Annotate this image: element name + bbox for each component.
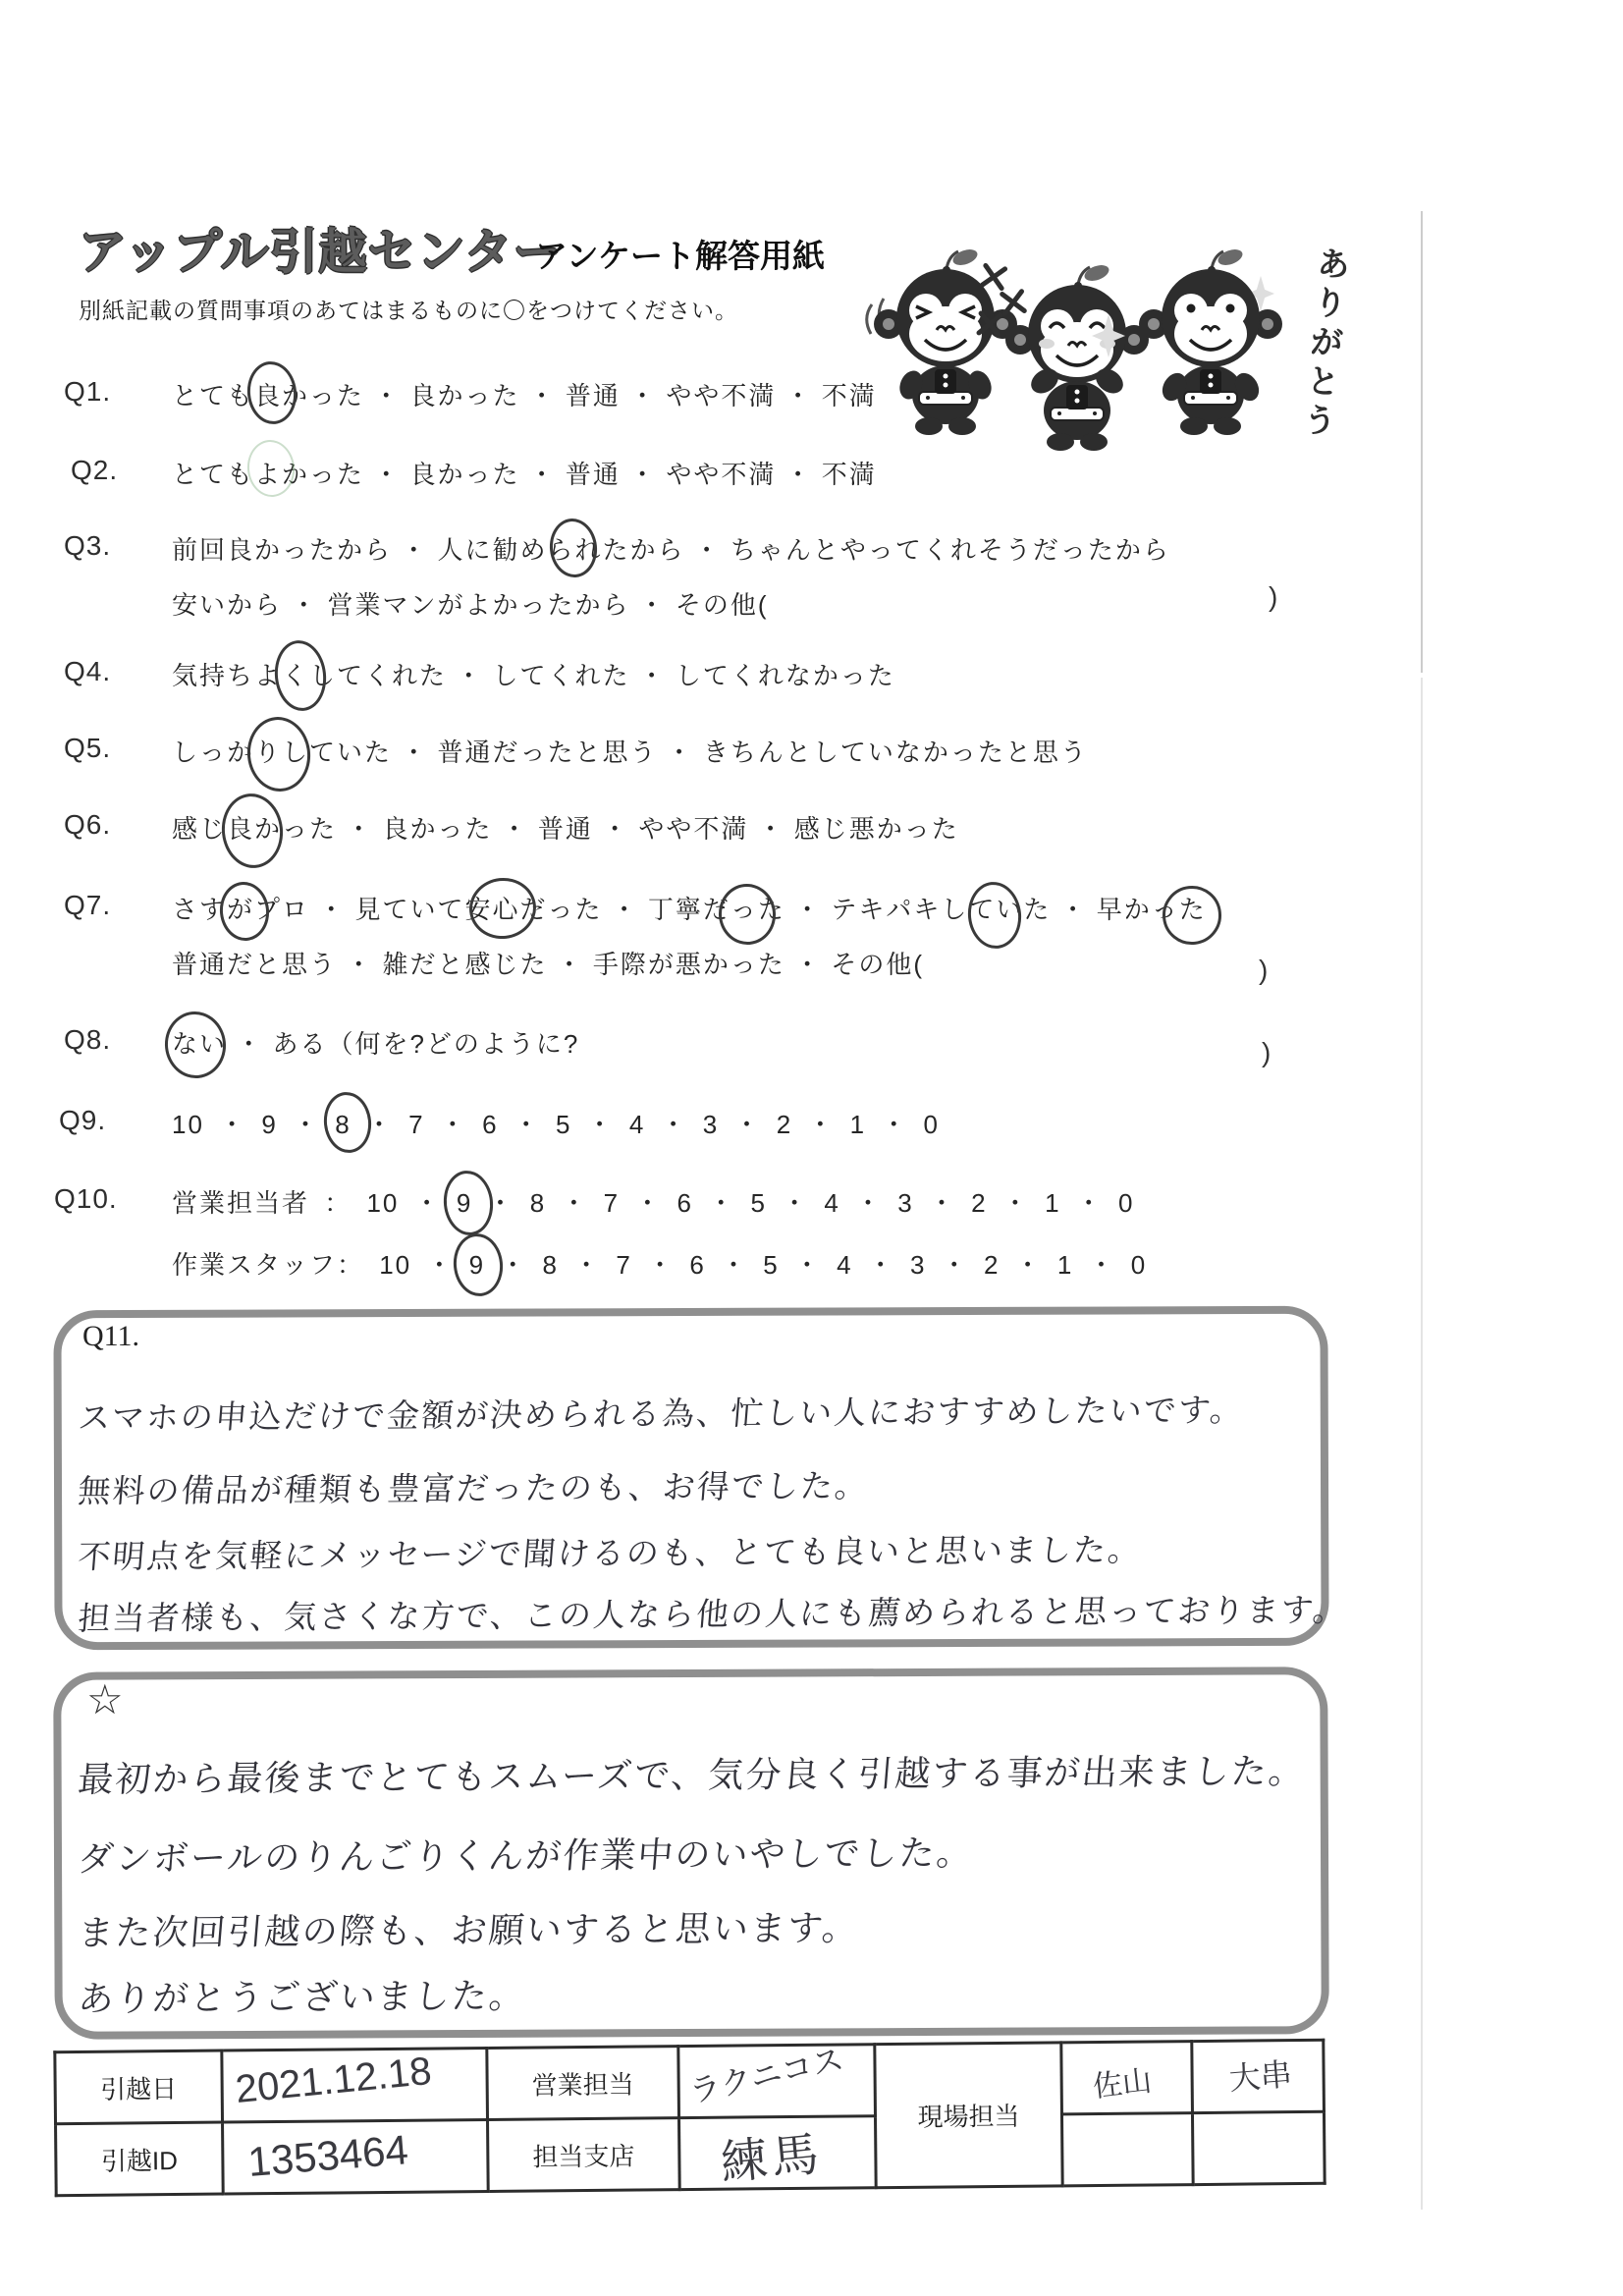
q6-options: 感じ良かった ・ 良かった ・ 普通 ・ やや不満 ・ 感じ悪かった — [172, 814, 959, 844]
branch-value: 練馬 — [718, 2128, 826, 2191]
q3-options-line1: 前回良かったから ・ 人に勧められたから ・ ちゃんとやってくれそうだったから — [172, 535, 1170, 565]
q11-handwritten-line: 担当者様も、気さくな方で、この人なら他の人にも薦められると思っております。 — [76, 1591, 1349, 1637]
star-mark: ☆ — [86, 1676, 124, 1722]
q9-scale: 10 ・ 9 ・ 8 ・ 7 ・ 6 ・ 5 ・ 4 ・ 3 ・ 2 ・ 1 ・ 0 — [172, 1110, 940, 1139]
form-title: アンケート解答用紙 — [535, 238, 826, 274]
instruction-text: 別紙記載の質問事項のあてはまるものに〇をつけてください。 — [79, 298, 738, 323]
q7-options-line2: 普通だと思う ・ 雑だと感じた ・ 手際が悪かった ・ その他( — [172, 950, 925, 979]
branch-label: 担当支店 — [488, 2118, 680, 2192]
q11-handwritten-line: 無料の備品が種類も豊富だったのも、お得でした。 — [77, 1467, 871, 1509]
q8-close-paren: ) — [1262, 1037, 1271, 1067]
q5-answer-circle — [243, 714, 314, 794]
q1-options: とても良かった ・ 良かった ・ 普通 ・ やや不満 ・ 不満 — [172, 381, 877, 410]
q11-handwritten-line: 不明点を気軽にメッセージで聞けるのも、とても良いと思いました。 — [77, 1531, 1144, 1575]
q4-label: Q4. — [64, 656, 112, 686]
sales-value: ラクニコス — [685, 2041, 847, 2110]
site-staff-2-empty-cell — [1192, 2111, 1325, 2184]
q7-label: Q7. — [64, 890, 112, 920]
q7-answer-circle — [466, 875, 539, 943]
mascot-monkey-happy-icon — [1137, 247, 1284, 444]
free-handwritten-line: ありがとうございました。 — [77, 1975, 528, 2019]
q9-label: Q9. — [59, 1105, 107, 1135]
q7-close-paren: ) — [1259, 955, 1269, 985]
move-date-label: 引越日 — [55, 2050, 223, 2124]
q8-answer-circle — [162, 1009, 230, 1081]
q10-sales-answer-circle — [441, 1169, 497, 1238]
mascot-monkey-smile-icon — [1003, 263, 1151, 460]
q11-box-label: Q11. — [82, 1320, 140, 1352]
q3-answer-circle — [547, 517, 600, 580]
site-staff-label: 現場担当 — [875, 2043, 1062, 2188]
q8-label: Q8. — [64, 1024, 112, 1055]
free-handwritten-line: ダンボールのりんごりくんが作業中のいやしでした。 — [76, 1831, 976, 1880]
site-staff-1-empty-cell — [1061, 2113, 1193, 2186]
q9-answer-circle — [321, 1090, 374, 1156]
q11-handwritten-line: スマホの申込だけで金額が決められる為、忙しい人におすすめしたいです。 — [77, 1391, 1246, 1437]
thanks-handwriting: ありがとう — [1296, 244, 1351, 444]
q5-options: しっかりしていた ・ 普通だったと思う ・ きちんとしていなかったと思う — [172, 738, 1088, 767]
scan-edge-line — [1421, 211, 1423, 673]
q10-staff-scale: 作業スタッフ： 10 ・ 9 ・ 8 ・ 7 ・ 6 ・ 5 ・ 4 ・ 3 ・ 2 ・ 1 ・ 0 — [172, 1250, 1148, 1280]
site-staff-2-cell — [1192, 2040, 1325, 2112]
move-id-cell — [223, 2119, 489, 2194]
move-id-label: 引越ID — [56, 2122, 224, 2196]
sales-label: 営業担当 — [487, 2047, 679, 2120]
sparkle-diamond-icon — [1092, 314, 1125, 362]
site-staff-1-value: 佐山 — [1091, 2064, 1154, 2105]
q3-close-paren: ) — [1269, 581, 1278, 612]
q10-staff-answer-circle — [451, 1231, 506, 1299]
free-handwritten-line: また次回引越の際も、お願いすると思います。 — [76, 1907, 861, 1953]
site-staff-1-cell — [1061, 2042, 1193, 2114]
q8-options: ない ・ ある（何を?どのように? — [172, 1029, 580, 1059]
free-handwritten-line: 最初から最後までとてもスムーズで、気分良く引越する事が出来ました。 — [76, 1750, 1308, 1800]
q3-label: Q3. — [64, 530, 112, 561]
q1-answer-circle — [244, 359, 299, 427]
q7-options-line1: さすがプロ ・ 見ていて安心だった ・ 丁寧だった ・ テキパキしていた ・ 早かった — [172, 895, 1207, 924]
q4-options: 気持ちよくしてくれた ・ してくれた ・ してくれなかった — [172, 661, 895, 690]
q4-answer-circle — [271, 637, 329, 713]
footer-info-table — [53, 2039, 1325, 2197]
site-staff-2-value: 大串 — [1227, 2055, 1294, 2097]
q3-options-line2: 安いから ・ 営業マンがよかったから ・ その他( — [172, 590, 769, 620]
brand-logo: アップル引越センター — [79, 226, 563, 279]
q2-label: Q2. — [71, 455, 119, 485]
q2-options: とてもよかった ・ 良かった ・ 普通 ・ やや不満 ・ 不満 — [172, 460, 877, 489]
q10-label: Q10. — [54, 1183, 118, 1214]
q5-label: Q5. — [64, 733, 112, 763]
move-id-value: 1353464 — [245, 2126, 410, 2185]
q6-answer-circle — [218, 791, 287, 871]
move-date-cell — [222, 2048, 488, 2122]
sales-cell — [678, 2041, 876, 2118]
branch-cell — [679, 2116, 877, 2190]
move-date-value: 2021.12.18 — [233, 2049, 434, 2112]
q1-label: Q1. — [64, 376, 112, 407]
q10-sales-scale: 営業担当者 ： 10 ・ 9 ・ 8 ・ 7 ・ 6 ・ 5 ・ 4 ・ 3 ・ 2 ・ 1 ・ 0 — [172, 1188, 1135, 1218]
scan-edge-line — [1421, 678, 1423, 2210]
q6-label: Q6. — [64, 809, 112, 840]
